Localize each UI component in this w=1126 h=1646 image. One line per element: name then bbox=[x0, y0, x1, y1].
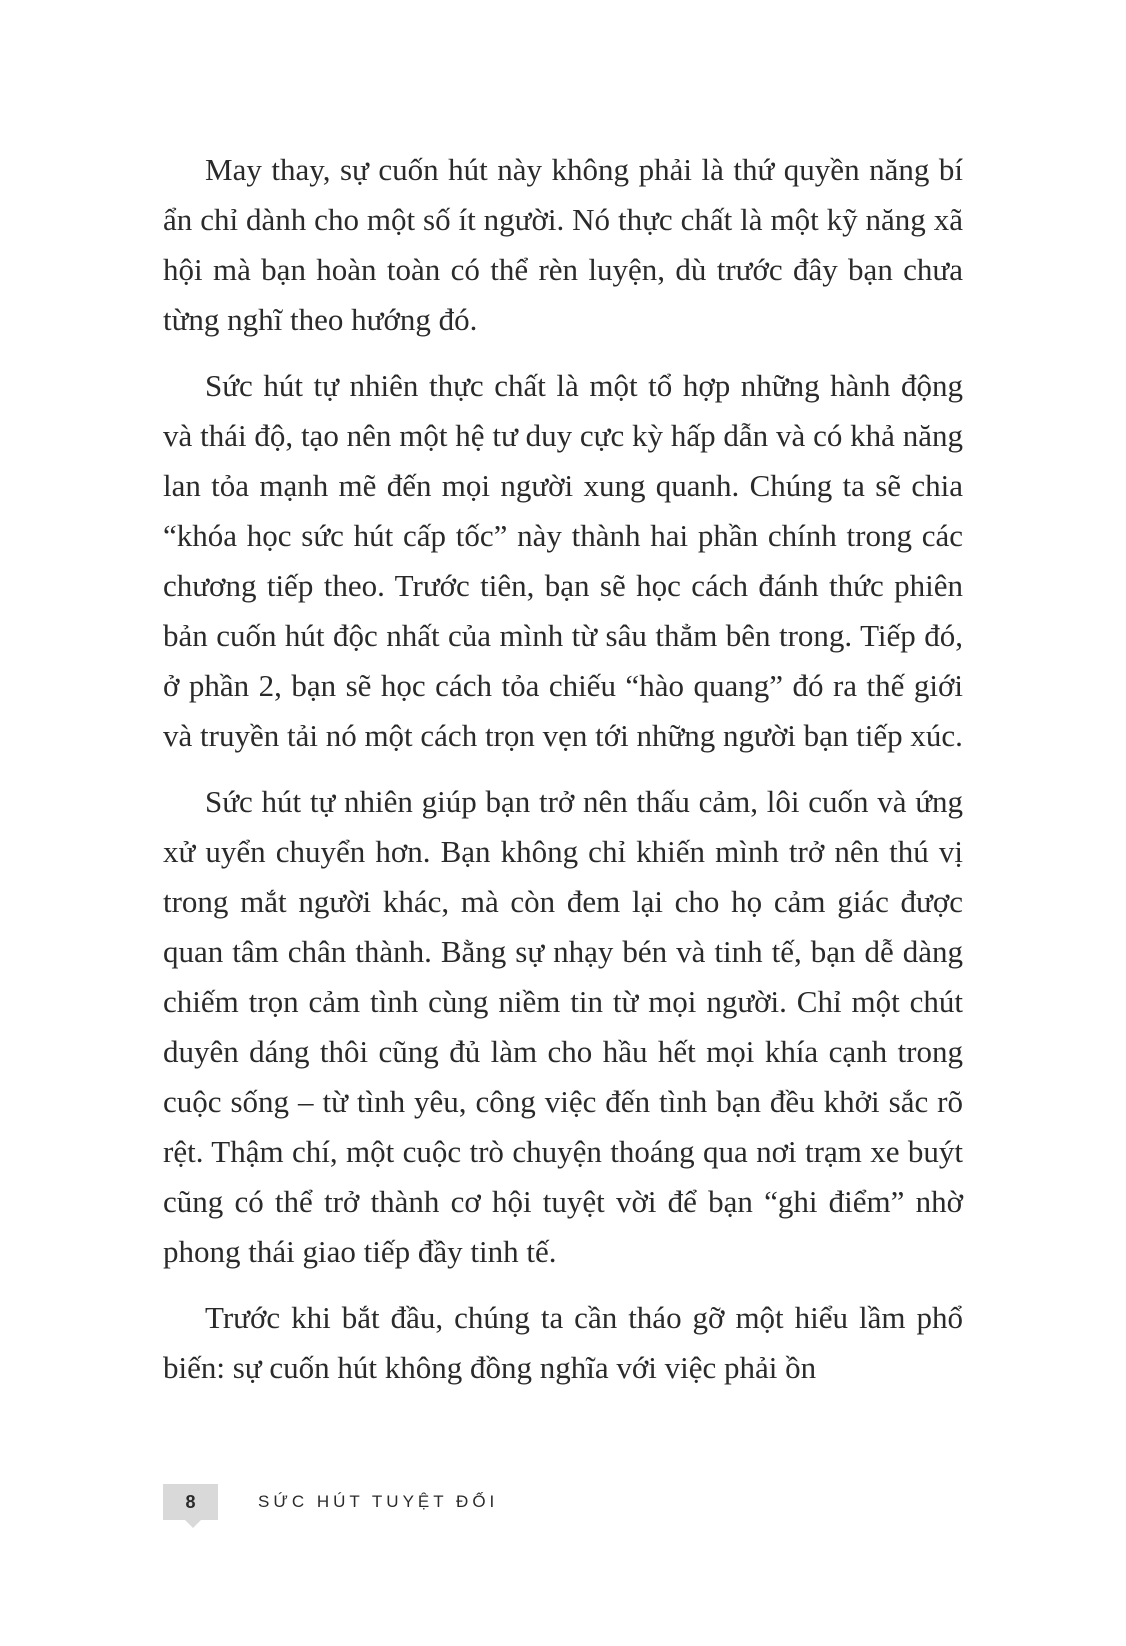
paragraph: Trước khi bắt đầu, chúng ta cần tháo gỡ một hiểu lầm phổ biến: sự cuốn hút không đồng nghĩa với việc phải ồn bbox=[163, 1300, 963, 1385]
running-title: SỨC HÚT TUYỆT ĐỐI bbox=[258, 1492, 499, 1511]
page-footer bbox=[163, 1482, 498, 1522]
paragraph: Sức hút tự nhiên giúp bạn trở nên thấu cảm, lôi cuốn và ứng xử uyển chuyển hơn. Bạn không chỉ khiến mình trở nên thú vị trong mắt người khác, mà còn đem lại cho họ cảm giác được quan tâm chân thành. Bằng sự nhạy bén và tinh tế, bạn dễ dàng chiếm trọn cảm tình cùng niềm tin từ mọi người. Chỉ một chút duyên dáng thôi cũng đủ làm cho hầu hết mọi khía cạnh trong cuộc sống – từ tình yêu, công việc đến tình bạn đều khởi sắc rõ rệt. Thậm chí, một cuộc trò chuyện thoáng qua nơi trạm xe buýt cũng có thể trở thành cơ hội tuyệt vời để bạn “ghi điểm” nhờ phong thái giao tiếp đầy tinh tế. bbox=[163, 784, 963, 1269]
paragraph: May thay, sự cuốn hút này không phải là thứ quyền năng bí ẩn chỉ dành cho một số ít người. Nó thực chất là một kỹ năng xã hội mà bạn hoàn toàn có thể rèn luyện, dù trước đây bạn chưa từng nghĩ theo hướng đó. bbox=[163, 152, 963, 337]
page-number: 8 bbox=[163, 1484, 218, 1520]
paragraph: Sức hút tự nhiên thực chất là một tổ hợp những hành động và thái độ, tạo nên một hệ tư duy cực kỳ hấp dẫn và có khả năng lan tỏa mạnh mẽ đến mọi người xung quanh. Chúng ta sẽ chia “khóa học sức hút cấp tốc” này thành hai phần chính trong các chương tiếp theo. Trước tiên, bạn sẽ học cách đánh thức phiên bản cuốn hút độc nhất của mình từ sâu thẳm bên trong. Tiếp đó, ở phần 2, bạn sẽ học cách tỏa chiếu “hào quang” đó ra thế giới và truyền tải nó một cách trọn vẹn tới những người bạn tiếp xúc. bbox=[163, 368, 963, 753]
body-text bbox=[163, 145, 963, 1409]
